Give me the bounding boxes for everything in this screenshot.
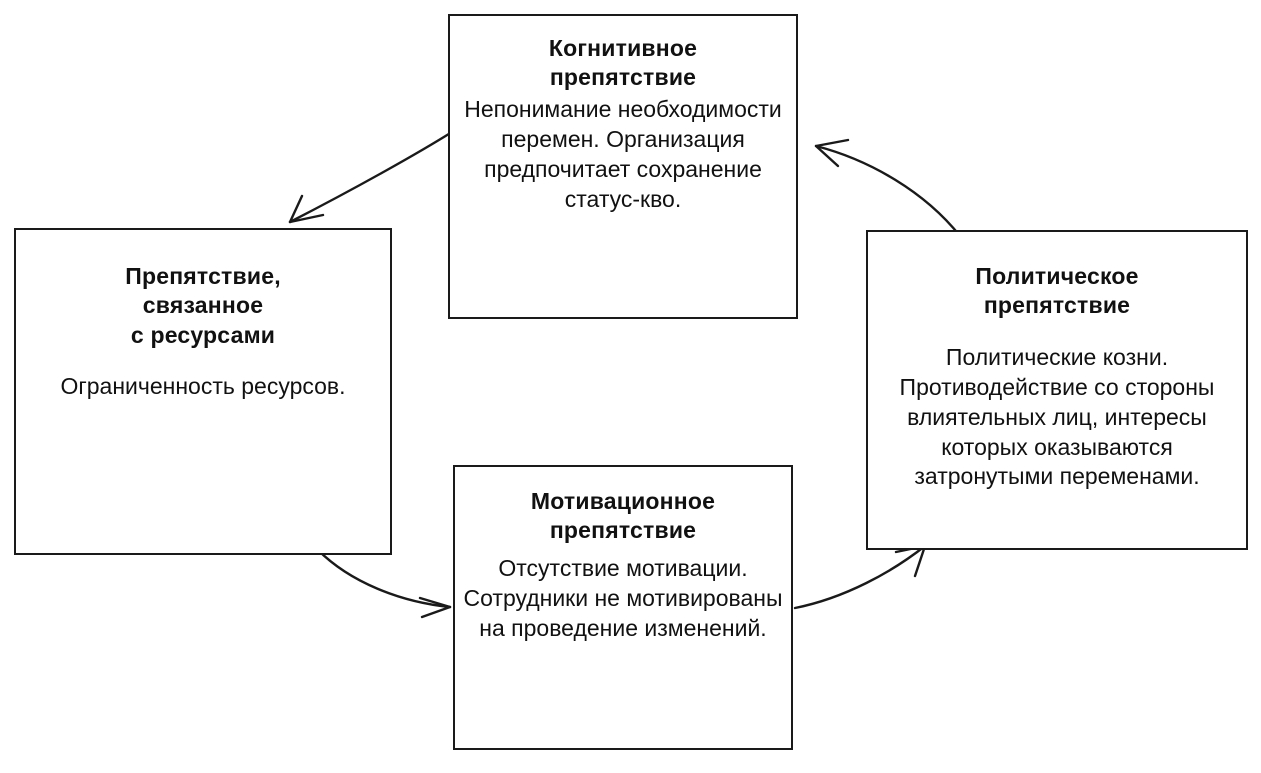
edge-cognitive-to-resource (290, 132, 452, 222)
node-resource-body: Ограниченность ресурсов. (60, 373, 346, 400)
edge-resource-to-motivational (318, 550, 450, 607)
node-cognitive-title: Когнитивное препятствие (548, 35, 698, 91)
node-motivational-body: Отсутствие мотивации. Сотрудники не мотивированы на проведение изменений. (463, 554, 783, 641)
node-cognitive-barrier[interactable] (448, 14, 798, 319)
edge-political-to-cognitive-head (816, 140, 848, 166)
edge-motivational-to-political (795, 546, 925, 608)
node-resource-title: Препятствие, связанное с ресурсами (125, 263, 281, 348)
edge-political-to-cognitive (816, 146, 960, 236)
edge-resource-to-motivational-head (420, 598, 450, 617)
node-political-title: Политическое препятствие (975, 263, 1139, 319)
node-political-body: Политические козни. Противодействие со стороны влиятельных лиц, интересы которых оказываются затронутыми переменами. (899, 343, 1215, 490)
edge-cognitive-to-resource-head (290, 196, 323, 222)
node-resource-barrier[interactable] (14, 228, 392, 555)
node-cognitive-body: Непонимание необходимости перемен. Организация предпочитает сохранение статус-кво. (464, 95, 782, 212)
edge-motivational-to-political-head (896, 546, 925, 576)
node-motivational-barrier[interactable] (453, 465, 793, 750)
node-political-barrier[interactable] (866, 230, 1248, 550)
node-motivational-title: Мотивационное препятствие (530, 488, 716, 544)
